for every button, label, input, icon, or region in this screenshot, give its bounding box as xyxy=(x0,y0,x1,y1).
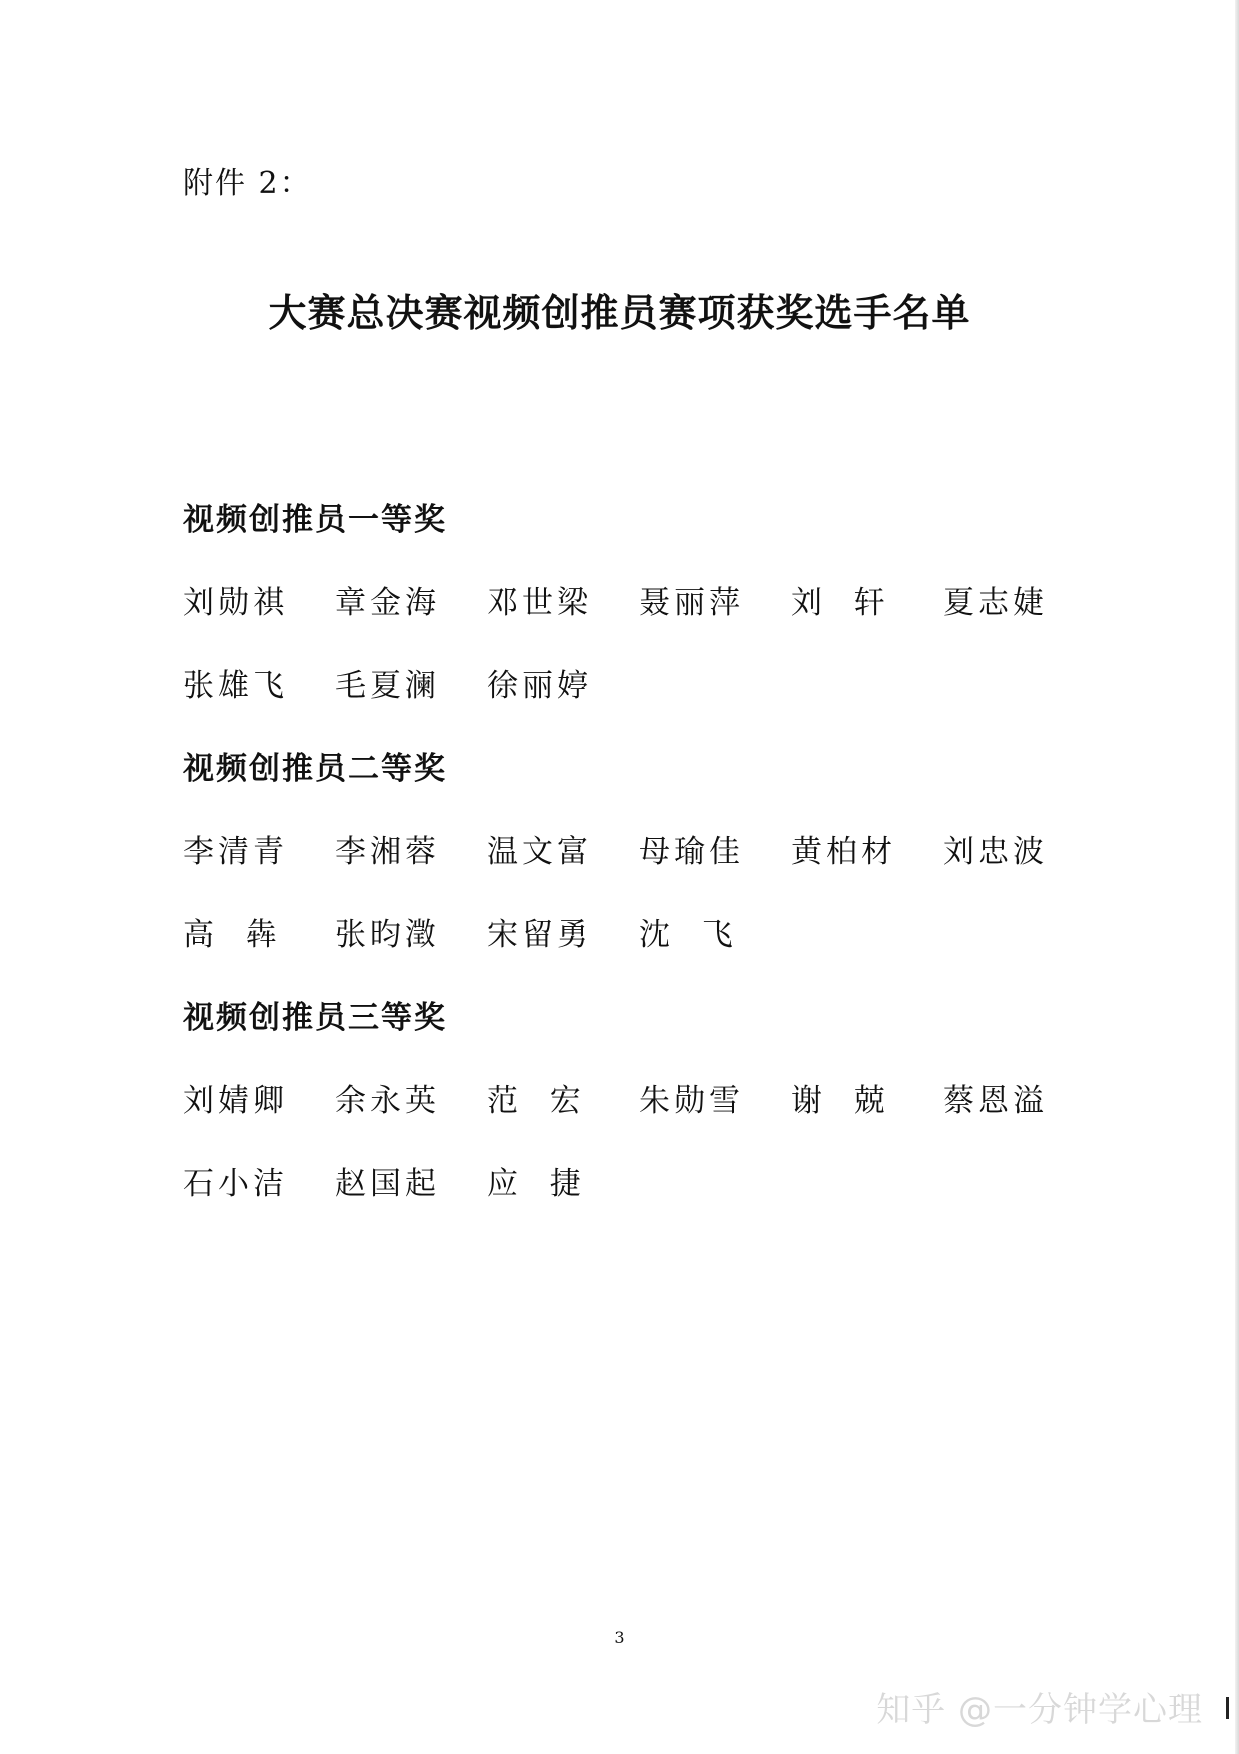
winner-name: 李湘蓉 xyxy=(335,834,440,870)
winner-name: 应 捷 xyxy=(487,1166,585,1202)
winner-name: 李清青 xyxy=(183,834,288,870)
winner-name: 朱勋雪 xyxy=(639,1083,744,1119)
winner-name: 张昀澂 xyxy=(335,917,440,953)
winner-name: 宋留勇 xyxy=(487,917,592,953)
winner-name: 毛夏澜 xyxy=(335,668,440,704)
name-list xyxy=(183,832,1083,955)
winner-name: 刘 轩 xyxy=(791,585,889,621)
winner-name: 张雄飞 xyxy=(183,668,288,704)
winner-name: 母瑜佳 xyxy=(639,834,744,870)
winner-name: 赵国起 xyxy=(335,1166,440,1202)
winner-name: 高 犇 xyxy=(183,917,281,953)
winner-name: 谢 兢 xyxy=(791,1083,889,1119)
name-list xyxy=(183,1081,1083,1204)
edge-mark xyxy=(1226,1697,1229,1719)
winner-name: 蔡恩溢 xyxy=(943,1083,1048,1119)
section-heading: 视频创推员三等奖 xyxy=(183,1000,447,1036)
winner-name: 聂丽萍 xyxy=(639,585,744,621)
winner-name: 范 宏 xyxy=(487,1083,585,1119)
page-number: 3 xyxy=(614,1628,625,1647)
winner-name: 刘勋祺 xyxy=(183,585,288,621)
winner-name: 刘忠波 xyxy=(943,834,1048,870)
winner-name: 黄柏材 xyxy=(791,834,896,870)
winner-name: 章金海 xyxy=(335,585,440,621)
winner-name: 刘婧卿 xyxy=(183,1083,288,1119)
section-third-prize xyxy=(183,998,1083,1204)
section-first-prize xyxy=(183,500,1083,706)
winner-name: 沈 飞 xyxy=(639,917,737,953)
watermark: 知乎 @一分钟学心理 xyxy=(876,1690,1203,1730)
document-title: 大赛总决赛视频创推员赛项获奖选手名单 xyxy=(268,290,971,335)
winner-name: 余永英 xyxy=(335,1083,440,1119)
section-second-prize xyxy=(183,749,1083,955)
winner-name: 石小洁 xyxy=(183,1166,288,1202)
page-edge-shadow xyxy=(1235,0,1239,1754)
attachment-label: 附件 2： xyxy=(183,166,312,201)
section-heading: 视频创推员二等奖 xyxy=(183,751,447,787)
winner-name: 夏志婕 xyxy=(943,585,1048,621)
winner-name: 徐丽婷 xyxy=(487,668,592,704)
winner-name: 邓世梁 xyxy=(487,585,592,621)
winner-name: 温文富 xyxy=(487,834,592,870)
name-list xyxy=(183,583,1083,706)
section-heading: 视频创推员一等奖 xyxy=(183,502,447,538)
